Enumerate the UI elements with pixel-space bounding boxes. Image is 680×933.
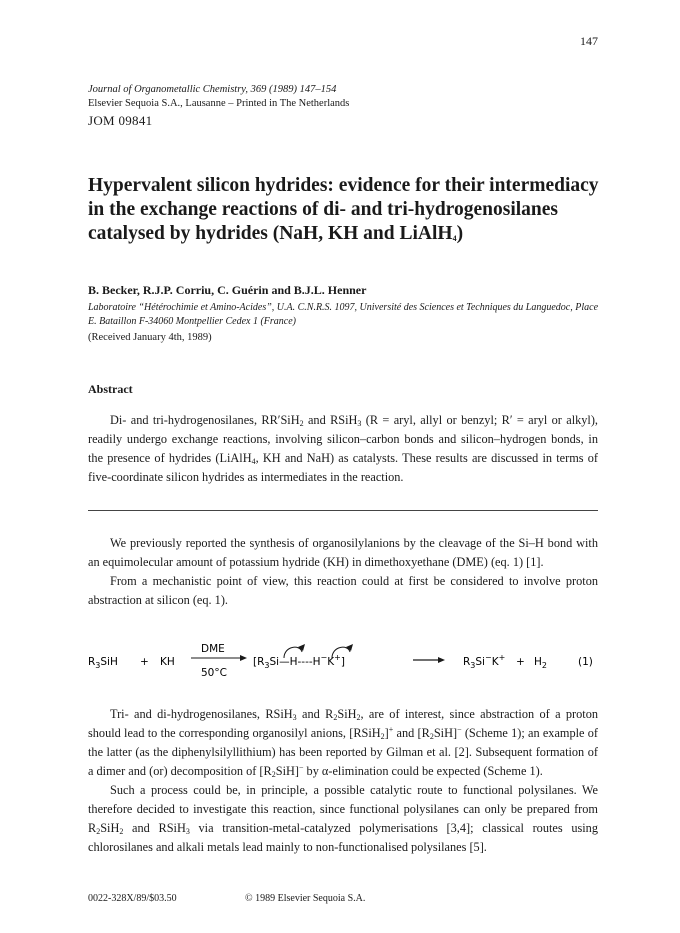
- solvent-label: DME: [201, 643, 225, 655]
- jom-code: JOM 09841: [88, 113, 153, 128]
- footer-copyright: © 1989 Elsevier Sequoia S.A.: [245, 893, 366, 904]
- paragraph-3: Tri- and di-hydrogenosilanes, RSiH$_3$ and $R_2SiH_2$, are of interest, since abstraction of a proton should lead to the corresponding organosilyl anions, [RSiH$_2$]+ and $[R_2SiH]^-$ (Scheme 1); an example of the latter (as the diphenylsilyllithium) has been reported by Gilman et al. [2]. Subsequent formation of a dimer and (or) decomposition of $[R_2SiH]^-$ by α-elimination could be expected (Scheme 1).: [88, 707, 599, 779]
- paper-title: Hypervalent silicon hydrides: evidence for their intermediacy in the exchange reactions of di- and tri-hydrogenosilanes catalysed by hydrides (NaH, KH and LiAlH$_4$): [88, 175, 599, 244]
- intermediate-complex: $[R_3Si—H----H^-K^+]$: [253, 653, 345, 670]
- reaction-equation-1: [88, 638, 608, 684]
- abstract-heading: Abstract: [88, 382, 133, 396]
- journal-citation: Journal of Organometallic Chemistry, 369 (1989) 147–154: [88, 84, 337, 95]
- received-date: (Received January 4th, 1989): [88, 332, 212, 343]
- abstract-text: Di- and tri-hydrogenosilanes, RR′SiH$_2$ and RSiH$_3$ (R = aryl, allyl or benzyl; R′ = aryl or alkyl), readily undergo exchange reactions, involving silicon–carbon bonds and silicon–hydrogen bonds, in the presence of hydrides (LiAlH$_4$, KH and NaH) as catalysts. These results are discussed in terms of five-coordinate silicon hydrides as intermediates in the reaction.: [88, 413, 598, 484]
- paragraph-2: From a mechanistic point of view, this reaction could at first be considered to involve proton abstraction at silicon (eq. 1).: [88, 574, 598, 607]
- reactant-kh: KH: [160, 656, 175, 668]
- arrowhead-2-icon: [438, 657, 445, 663]
- publisher-line: Elsevier Sequoia S.A., Lausanne – Printed in The Netherlands: [88, 98, 350, 109]
- paragraph-1: We previously reported the synthesis of organosilylanions by the cleavage of the Si–H bond with an equimolecular amount of potassium hydride (KH) in dimethoxyethane (DME) (eq. 1) [1].: [88, 536, 598, 569]
- product-h2: $H_2$: [534, 656, 547, 670]
- page-number: 147: [580, 34, 598, 48]
- body-intro: [88, 534, 598, 610]
- section-divider: [88, 510, 598, 511]
- plus-sign: +: [140, 656, 149, 668]
- author-list: B. Becker, R.J.P. Corriu, C. Guérin and B.J.L. Henner: [88, 283, 367, 297]
- footer-price-code: 0022-328X/89/$03.50: [88, 893, 177, 904]
- equation-number: (1): [578, 656, 593, 668]
- affiliation: Laboratoire “Hétérochimie et Amino-Acides”, U.A. C.N.R.S. 1097, Université des Sciences et Techniques du Languedoc, Place E. Bataillon F-34060 Montpellier Cedex 1 (France): [88, 302, 599, 327]
- temperature-label: 50°C: [201, 667, 227, 679]
- arrowhead-1-icon: [240, 655, 247, 661]
- paragraph-4: Such a process could be, in principle, a possible catalytic route to functional polysilanes. We therefore decided to investigate this reaction, since functional polysilanes can only be prepared from $R_2SiH_2$ and RSiH$_3$ via transition-metal-catalyzed polymerisations [3,4]; classical routes using chlorosilanes and alkali metals lead mainly to non-functionalised polysilanes [5].: [88, 783, 598, 854]
- body-main: [88, 705, 598, 857]
- product-r3si-k: $R_3Si^-K^+$: [463, 653, 506, 670]
- reactant-r3sih: $R_3SiH$: [88, 656, 118, 670]
- plus-sign-2: +: [516, 656, 525, 668]
